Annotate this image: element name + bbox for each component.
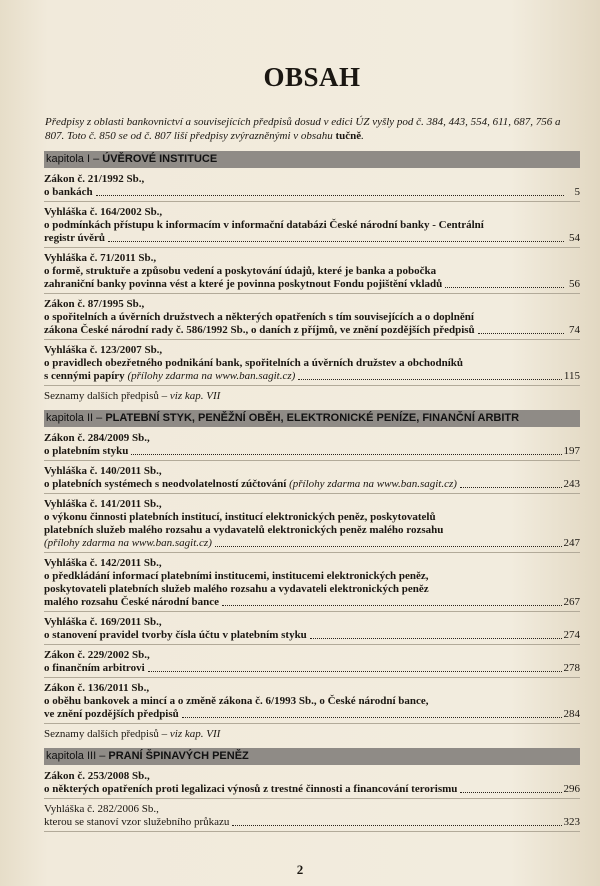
entry-page-number: 74 xyxy=(569,324,580,336)
entry-description-text: ve znění pozdějších předpisů xyxy=(44,708,179,720)
entry-page-number: 267 xyxy=(563,596,580,608)
entry-title: Vyhláška č. 169/2011 Sb., xyxy=(44,616,162,628)
entry-page-number: 278 xyxy=(563,662,580,674)
dot-leader xyxy=(460,792,561,793)
more-regulations-note xyxy=(44,390,580,405)
more-regulations-ref: – viz kap. VII xyxy=(161,728,221,740)
intro-text: Předpisy z oblasti bankovnictví a souvisejících předpisů dosud v edici ÚZ vyšly pod č. 384, 443, 554, 611, 687, 756 a 807. Toto č. 850 se od č. 807 liší předpisy zvýrazněnými v obsahu xyxy=(45,116,561,142)
entry-description-line: o podmínkách přístupu k informacím v informační databázi České národní banky - Centrální xyxy=(44,219,484,231)
entry-description-line: o spořitelních a úvěrních družstvech a některých opatřeních s tím souvisejících a o doplnění xyxy=(44,311,474,323)
toc-entry[interactable] xyxy=(44,649,580,678)
entry-description xyxy=(44,783,457,796)
entry-description-text: kterou se stanoví vzor služebního průkazu xyxy=(44,816,230,828)
entry-description xyxy=(44,816,229,829)
dot-leader xyxy=(232,825,561,826)
toc-entry[interactable] xyxy=(44,465,580,494)
dot-leader xyxy=(222,605,561,606)
entry-line xyxy=(44,445,580,458)
chapter-title: PRANÍ ŠPINAVÝCH PENĚZ xyxy=(108,750,249,762)
dot-leader xyxy=(215,546,562,547)
chapter-label: kapitola I xyxy=(46,153,91,165)
entry-page-number: 274 xyxy=(563,629,580,641)
more-regulations-note xyxy=(44,728,580,743)
entry-line xyxy=(44,537,580,550)
toc-entry[interactable] xyxy=(44,498,580,553)
entry-description xyxy=(44,537,212,550)
entry-page-number: 247 xyxy=(563,537,580,549)
entry-description xyxy=(44,232,105,245)
intro-end: . xyxy=(361,130,364,142)
chapter-header xyxy=(44,151,580,168)
entry-line xyxy=(44,278,580,291)
entry-description-line: poskytovateli platebních služeb malého rozsahu a vydavateli elektronických peněz xyxy=(44,583,429,595)
entry-description-text: o platebních systémech s neodvolatelností zúčtování xyxy=(44,478,287,490)
dot-leader xyxy=(131,454,561,455)
dot-leader xyxy=(298,379,562,380)
entry-title: Vyhláška č. 164/2002 Sb., xyxy=(44,206,163,218)
chapter-separator: – xyxy=(93,412,106,424)
entry-description-text: o bankách xyxy=(44,186,93,198)
entry-note: (přílohy zdarma na www.ban.sagit.cz) xyxy=(289,478,457,490)
entry-description-text: o stanovení pravidel tvorby čísla účtu v platebním styku xyxy=(44,629,307,641)
entry-description-text: o finančním arbitrovi xyxy=(44,662,145,674)
entry-note: (přílohy zdarma na www.ban.sagit.cz) xyxy=(127,370,296,382)
entry-title: Zákon č. 253/2008 Sb., xyxy=(44,770,150,782)
entry-page-number: 296 xyxy=(563,783,580,795)
dot-leader xyxy=(108,241,564,242)
more-regulations-text: Seznamy dalších předpisů xyxy=(44,728,159,740)
entry-title: Zákon č. 284/2009 Sb., xyxy=(44,432,150,444)
entry-line xyxy=(44,816,580,829)
entry-title: Vyhláška č. 71/2011 Sb., xyxy=(44,252,157,264)
entry-description-line: o pravidlech obezřetného podnikání bank, spořitelních a úvěrních družstev a obchodníků xyxy=(44,357,463,369)
entry-description-text: o platebním styku xyxy=(44,445,129,457)
chapter-separator: – xyxy=(96,750,109,762)
entry-title: Zákon č. 87/1995 Sb., xyxy=(44,298,145,310)
entry-line xyxy=(44,370,580,383)
dot-leader xyxy=(460,487,562,488)
dot-leader xyxy=(96,195,564,196)
intro-paragraph xyxy=(45,115,580,143)
toc-entry[interactable] xyxy=(44,616,580,645)
toc-entry[interactable] xyxy=(44,803,580,832)
entry-description xyxy=(44,629,307,642)
page-number: 2 xyxy=(296,862,304,877)
entry-title: Vyhláška č. 282/2006 Sb., xyxy=(44,803,159,815)
entry-description-text: registr úvěrů xyxy=(44,232,105,244)
entry-description xyxy=(44,445,128,458)
entry-description xyxy=(44,708,179,721)
toc-entry[interactable] xyxy=(44,432,580,461)
table-of-contents xyxy=(44,151,580,832)
entry-page-number: 5 xyxy=(574,186,580,198)
entry-description xyxy=(44,324,475,337)
entry-description-text: zákona České národní rady č. 586/1992 Sb., o daních z příjmů, ve znění pozdějších předpisů xyxy=(44,324,475,336)
toc-entry[interactable] xyxy=(44,298,580,340)
chapter-separator: – xyxy=(90,153,103,165)
entry-page-number: 243 xyxy=(563,478,580,490)
entry-description-line: o formě, struktuře a způsobu vedení a poskytování údajů, které je banka a pobočka xyxy=(44,265,437,277)
entry-line xyxy=(44,708,580,721)
entry-title: Vyhláška č. 140/2011 Sb., xyxy=(44,465,162,477)
entry-title: Vyhláška č. 123/2007 Sb., xyxy=(44,344,163,356)
entry-page-number: 284 xyxy=(563,708,580,720)
entry-line xyxy=(44,629,580,642)
entry-description-text: s cennými papíry xyxy=(44,370,125,382)
entry-line xyxy=(44,232,580,245)
entry-description-text: malého rozsahu České národní bance xyxy=(44,596,220,608)
dot-leader xyxy=(478,333,564,334)
chapter-header xyxy=(44,748,580,765)
toc-entry[interactable] xyxy=(44,344,580,386)
entry-page-number: 197 xyxy=(563,445,580,457)
entry-description-text: o některých opatřeních proti legalizaci výnosů z trestné činnosti a financování terorismu xyxy=(44,783,458,795)
dot-leader xyxy=(310,638,562,639)
toc-entry[interactable] xyxy=(44,770,580,799)
intro-bold-word: tučně xyxy=(335,130,362,142)
dot-leader xyxy=(182,717,562,718)
entry-page-number: 115 xyxy=(563,370,580,382)
entry-description xyxy=(44,186,93,199)
dot-leader xyxy=(148,671,562,672)
entry-page-number: 323 xyxy=(563,816,580,828)
entry-line xyxy=(44,186,580,199)
toc-entry[interactable] xyxy=(44,682,580,724)
entry-title: Zákon č. 229/2002 Sb., xyxy=(44,649,150,661)
toc-entry[interactable] xyxy=(44,206,580,248)
entry-line xyxy=(44,662,580,675)
dot-leader xyxy=(445,287,564,288)
entry-description xyxy=(44,478,457,491)
entry-page-number: 56 xyxy=(569,278,580,290)
entry-note: (přílohy zdarma na www.ban.sagit.cz) xyxy=(44,537,212,549)
toc-entry[interactable] xyxy=(44,252,580,294)
chapter-title: ÚVĚROVÉ INSTITUCE xyxy=(102,153,218,165)
entry-line xyxy=(44,783,580,796)
chapter-label: kapitola II xyxy=(46,412,94,424)
more-regulations-ref: – viz kap. VII xyxy=(161,390,221,402)
entry-title: Vyhláška č. 141/2011 Sb., xyxy=(44,498,162,510)
entry-description-line: platebních služeb malého rozsahu a vydavatelů elektronických peněz malého rozsahu xyxy=(44,524,444,536)
toc-entry[interactable] xyxy=(44,173,580,202)
toc-entry[interactable] xyxy=(44,557,580,612)
entry-description-line: o výkonu činnosti platebních institucí, institucí elektronických peněz, poskytovatelů xyxy=(44,511,436,523)
entry-title: Zákon č. 136/2011 Sb., xyxy=(44,682,150,694)
entry-description xyxy=(44,370,295,383)
entry-line xyxy=(44,478,580,491)
entry-title: Zákon č. 21/1992 Sb., xyxy=(44,173,145,185)
entry-description-line: o oběhu bankovek a mincí a o změně zákona č. 6/1993 Sb., o České národní bance, xyxy=(44,695,429,707)
more-regulations-text: Seznamy dalších předpisů xyxy=(44,390,159,402)
entry-description-text: zahraniční banky povinna vést a které je povinna poskytnout Fondu pojištění vkladů xyxy=(44,278,443,290)
entry-description xyxy=(44,662,145,675)
chapter-title: PLATEBNÍ STYK, PENĚŽNÍ OBĚH, ELEKTRONICKÉ PENÍZE, FINANČNÍ ARBITR xyxy=(105,412,520,424)
entry-description-line: o předkládání informací platebními institucemi, institucemi elektronických peněz, xyxy=(44,570,429,582)
entry-description xyxy=(44,596,219,609)
entry-line xyxy=(44,324,580,337)
entry-line xyxy=(44,596,580,609)
entry-description xyxy=(44,278,442,291)
entry-title: Vyhláška č. 142/2011 Sb., xyxy=(44,557,162,569)
chapter-label: kapitola III xyxy=(46,750,97,762)
page-title: OBSAH xyxy=(263,62,361,92)
chapter-header xyxy=(44,410,580,427)
entry-page-number: 54 xyxy=(569,232,580,244)
